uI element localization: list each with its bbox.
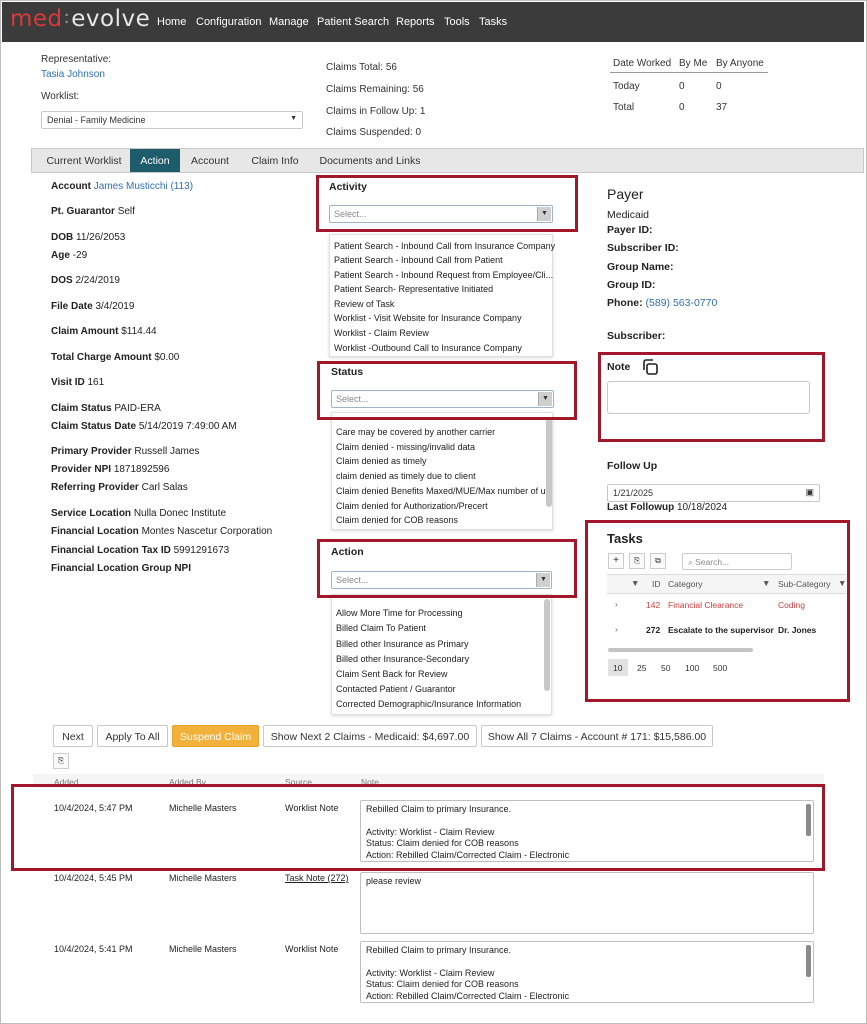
list-item[interactable]: Claim denied - missing/invalid data (336, 442, 476, 452)
list-item[interactable]: Corrected Demographic/Insurance Information (336, 699, 522, 709)
primary-provider-row: Primary Provider Russell James (51, 446, 200, 457)
horizontal-scrollbar[interactable] (608, 648, 753, 652)
representative-name[interactable]: Tasia Johnson (41, 69, 105, 80)
medevolve-logo[interactable]: med:evolve (10, 6, 151, 32)
total-label: Total (613, 102, 635, 113)
follow-up-date: 1/21/2025 (613, 488, 654, 498)
copy-icon[interactable]: ⧉ (650, 553, 666, 569)
list-item[interactable]: Patient Search- Representative Initiated (334, 284, 494, 294)
visit-id-row: Visit ID 161 (51, 377, 105, 388)
last-followup-row: Last Followup 10/18/2024 (607, 502, 728, 513)
claim-amount-row: Claim Amount $114.44 (51, 326, 157, 337)
page-size-option[interactable]: 50 (661, 663, 671, 673)
claim-status-row: Claim Status PAID-ERA (51, 403, 161, 414)
list-item[interactable]: Billed other Insurance as Primary (336, 639, 469, 649)
scrollbar[interactable] (546, 417, 552, 507)
activity-options-list (329, 234, 556, 357)
by-anyone-header: By Anyone (716, 58, 764, 69)
expand-icon[interactable]: › (615, 599, 618, 609)
nav-configuration[interactable]: Configuration (196, 16, 262, 28)
tab-action[interactable]: Action (130, 149, 180, 172)
list-item[interactable]: Care may be covered by another carrier (336, 427, 496, 437)
by-me-header: By Me (679, 58, 708, 69)
dob-row: DOB 11/26/2053 (51, 232, 126, 243)
activity-placeholder: Select... (334, 209, 367, 219)
total-charge-row: Total Charge Amount $0.00 (51, 352, 180, 363)
scrollbar[interactable] (806, 804, 811, 836)
page-size-option[interactable]: 500 (713, 663, 728, 673)
add-icon[interactable]: + (608, 553, 624, 569)
show-next-claims-button[interactable]: Show Next 2 Claims - Medicaid: $4,697.00 (263, 725, 477, 747)
column-header-category[interactable]: Category (668, 579, 703, 589)
task-subcategory: Coding (778, 600, 805, 610)
claims-remaining: Claims Remaining: 56 (326, 84, 424, 95)
note-added-by: Michelle Masters (169, 944, 237, 954)
column-header-added-by[interactable]: Added By (169, 777, 206, 787)
account-row: Account James Musticchi (113) (51, 181, 194, 192)
list-item[interactable]: Review of Task (334, 299, 395, 309)
file-date-row: File Date 3/4/2019 (51, 301, 135, 312)
list-item[interactable]: Claim Sent Back for Review (336, 669, 448, 679)
list-item[interactable]: Claim denied Benefits Maxed/MUE/Max number of u (336, 486, 546, 496)
follow-up-title: Follow Up (607, 460, 658, 472)
claim-status-date-row: Claim Status Date 5/14/2019 7:49:00 AM (51, 421, 237, 432)
column-header-id[interactable]: ID (652, 579, 661, 589)
list-item[interactable]: Patient Search - Inbound Call from Patient (334, 255, 503, 265)
task-note-link[interactable]: Task Note (272) (285, 873, 349, 883)
column-header-subcategory[interactable]: Sub-Category (778, 579, 831, 589)
task-category: Escalate to the supervisor (668, 625, 774, 635)
column-header-added[interactable]: Added (54, 777, 79, 787)
nav-patient-search[interactable]: Patient Search (317, 16, 390, 28)
chevron-down-icon: ▼ (290, 115, 297, 122)
note-added-by: Michelle Masters (169, 803, 237, 813)
account-link[interactable]: James Musticchi (113) (93, 181, 194, 192)
next-button[interactable]: Next (53, 725, 93, 747)
payer-phone-link[interactable]: (589) 563-0770 (645, 297, 718, 309)
expand-icon[interactable]: › (615, 624, 618, 634)
task-subcategory: Dr. Jones (778, 625, 817, 635)
representative-label: Representative: (41, 54, 112, 65)
export-icon[interactable]: ⎘ (629, 553, 645, 569)
claims-follow-up: Claims in Follow Up: 1 (326, 106, 426, 117)
today-label: Today (613, 81, 640, 92)
note-source: Worklist Note (285, 944, 339, 954)
list-item[interactable]: Claim denied as timely (336, 456, 427, 466)
payer-title: Payer (607, 186, 644, 202)
task-id: 142 (646, 600, 661, 610)
list-item[interactable]: Contacted Patient / Guarantor (336, 684, 456, 694)
nav-tasks[interactable]: Tasks (479, 16, 508, 28)
note-textarea[interactable] (607, 381, 810, 414)
chevron-down-icon[interactable]: ▼ (538, 392, 552, 406)
list-item[interactable]: Billed other Insurance-Secondary (336, 654, 470, 664)
status-options-list (331, 412, 553, 530)
total-by-me: 0 (679, 102, 685, 113)
top-nav-bar (2, 2, 864, 42)
activity-select[interactable] (329, 205, 553, 223)
note-date: 10/4/2024, 5:47 PM (54, 803, 133, 813)
calendar-icon[interactable]: ▣ (805, 487, 814, 497)
action-select[interactable] (331, 571, 552, 589)
total-by-anyone: 37 (716, 102, 728, 113)
status-select[interactable] (331, 390, 554, 408)
claims-suspended: Claims Suspended: 0 (326, 127, 422, 138)
action-options-list (331, 594, 552, 715)
tab-bar (31, 148, 864, 173)
nav-reports[interactable]: Reports (396, 16, 435, 28)
notes-header-row (33, 774, 824, 788)
note-added-by: Michelle Masters (169, 873, 237, 883)
financial-group-npi-row: Financial Location Group NPI (51, 563, 192, 574)
note-date: 10/4/2024, 5:41 PM (54, 944, 133, 954)
group-id-label: Group ID: (607, 279, 656, 291)
date-worked-header: Date Worked (613, 58, 672, 69)
chevron-down-icon[interactable]: ▼ (537, 207, 551, 221)
task-id: 272 (646, 625, 661, 635)
filter-icon[interactable]: ▼ (762, 578, 771, 588)
note-text-box[interactable]: please review (360, 872, 814, 934)
suspend-claim-button[interactable]: Suspend Claim (172, 725, 259, 747)
group-name-label: Group Name: (607, 261, 674, 273)
tab-account[interactable]: Account (191, 155, 229, 167)
worklist-label: Worklist: (41, 91, 80, 102)
list-item[interactable]: Claim denied for Authorization/Precert (336, 501, 488, 511)
page-size-option[interactable]: 25 (637, 663, 647, 673)
status-placeholder: Select... (336, 394, 369, 404)
task-category: Financial Clearance (668, 600, 744, 610)
list-item[interactable]: claim denied as timely due to client (336, 471, 476, 481)
note-text-box[interactable]: Rebilled Claim to primary Insurance. Activity: Worklist - Claim Review Status: Claim denied for COB reasons Action: Rebilled Claim/Corrected Claim - Electronic (360, 800, 814, 862)
follow-up-date-input[interactable] (607, 484, 820, 502)
scrollbar[interactable] (806, 945, 811, 977)
financial-location-row: Financial Location Montes Nascetur Corporation (51, 526, 273, 537)
nav-manage[interactable]: Manage (269, 16, 309, 28)
service-location-row: Service Location Nulla Donec Institute (51, 508, 227, 519)
status-title: Status (331, 366, 364, 378)
subscriber-label: Subscriber: (607, 330, 666, 342)
column-header-source[interactable]: Source (285, 777, 312, 787)
guarantor-row: Pt. Guarantor Self (51, 206, 135, 217)
list-item[interactable]: Worklist -Outbound Call to Insurance Company (334, 343, 522, 353)
column-header-note[interactable]: Note (361, 777, 379, 787)
table-divider (610, 72, 768, 73)
list-item[interactable]: Worklist - Claim Review (334, 328, 429, 338)
tab-claim-info[interactable]: Claim Info (251, 155, 299, 167)
action-title: Action (331, 546, 364, 558)
note-title: Note (607, 361, 631, 373)
age-row: Age -29 (51, 250, 88, 261)
show-all-claims-button[interactable]: Show All 7 Claims - Account # 171: $15,586.00 (481, 725, 713, 747)
tab-current-worklist[interactable]: Current Worklist (46, 155, 122, 167)
search-icon: ⌕ (688, 557, 693, 567)
tasks-title: Tasks (607, 531, 643, 546)
nav-home[interactable]: Home (157, 16, 187, 28)
list-item[interactable]: Patient Search - Inbound Request from Employee/Cli... (334, 270, 554, 280)
filter-icon[interactable]: ▼ (631, 578, 640, 588)
today-by-anyone: 0 (716, 81, 722, 92)
scrollbar[interactable] (544, 599, 550, 691)
note-date: 10/4/2024, 5:45 PM (54, 873, 133, 883)
claims-total: Claims Total: 56 (326, 62, 397, 73)
dos-row: DOS 2/24/2019 (51, 275, 120, 286)
chevron-down-icon[interactable]: ▼ (536, 573, 550, 587)
payer-id-label: Payer ID: (607, 224, 653, 236)
worklist-select[interactable] (41, 111, 303, 129)
note-source: Worklist Note (285, 803, 339, 813)
list-item[interactable]: Billed Claim To Patient (336, 623, 426, 633)
page-size-option[interactable]: 100 (685, 663, 700, 673)
financial-tax-row: Financial Location Tax ID 5991291673 (51, 545, 230, 556)
list-item[interactable]: Allow More Time for Processing (336, 608, 463, 618)
filter-icon[interactable]: ▼ (838, 578, 847, 588)
note-text-box[interactable]: Rebilled Claim to primary Insurance. Activity: Worklist - Claim Review Status: Claim denied for COB reasons Action: Rebilled Claim/Corrected Claim - Electronic (360, 941, 814, 1003)
tasks-search-input[interactable]: ⌕ Search... (682, 553, 792, 570)
worklist-select-value: Denial - Family Medicine (47, 115, 146, 125)
referring-provider-row: Referring Provider Carl Salas (51, 482, 188, 493)
nav-tools[interactable]: Tools (444, 16, 470, 28)
list-item[interactable]: Patient Search - Inbound Call from Insurance Company (334, 241, 556, 251)
activity-title: Activity (329, 181, 367, 193)
apply-to-all-button[interactable]: Apply To All (97, 725, 168, 747)
copy-icon[interactable] (641, 358, 659, 379)
list-item[interactable]: Claim denied for COB reasons (336, 515, 459, 525)
provider-npi-row: Provider NPI 1871892596 (51, 464, 170, 475)
today-by-me: 0 (679, 81, 685, 92)
action-placeholder: Select... (336, 575, 369, 585)
export-icon[interactable]: ⎘ (53, 753, 69, 769)
payer-phone-row: Phone: (589) 563-0770 (607, 297, 718, 309)
payer-name: Medicaid (607, 209, 650, 221)
subscriber-id-label: Subscriber ID: (607, 242, 679, 254)
tab-documents-links[interactable]: Documents and Links (319, 155, 421, 167)
list-item[interactable]: Worklist - Visit Website for Insurance Company (334, 313, 522, 323)
page-size-option[interactable]: 10 (608, 659, 628, 676)
